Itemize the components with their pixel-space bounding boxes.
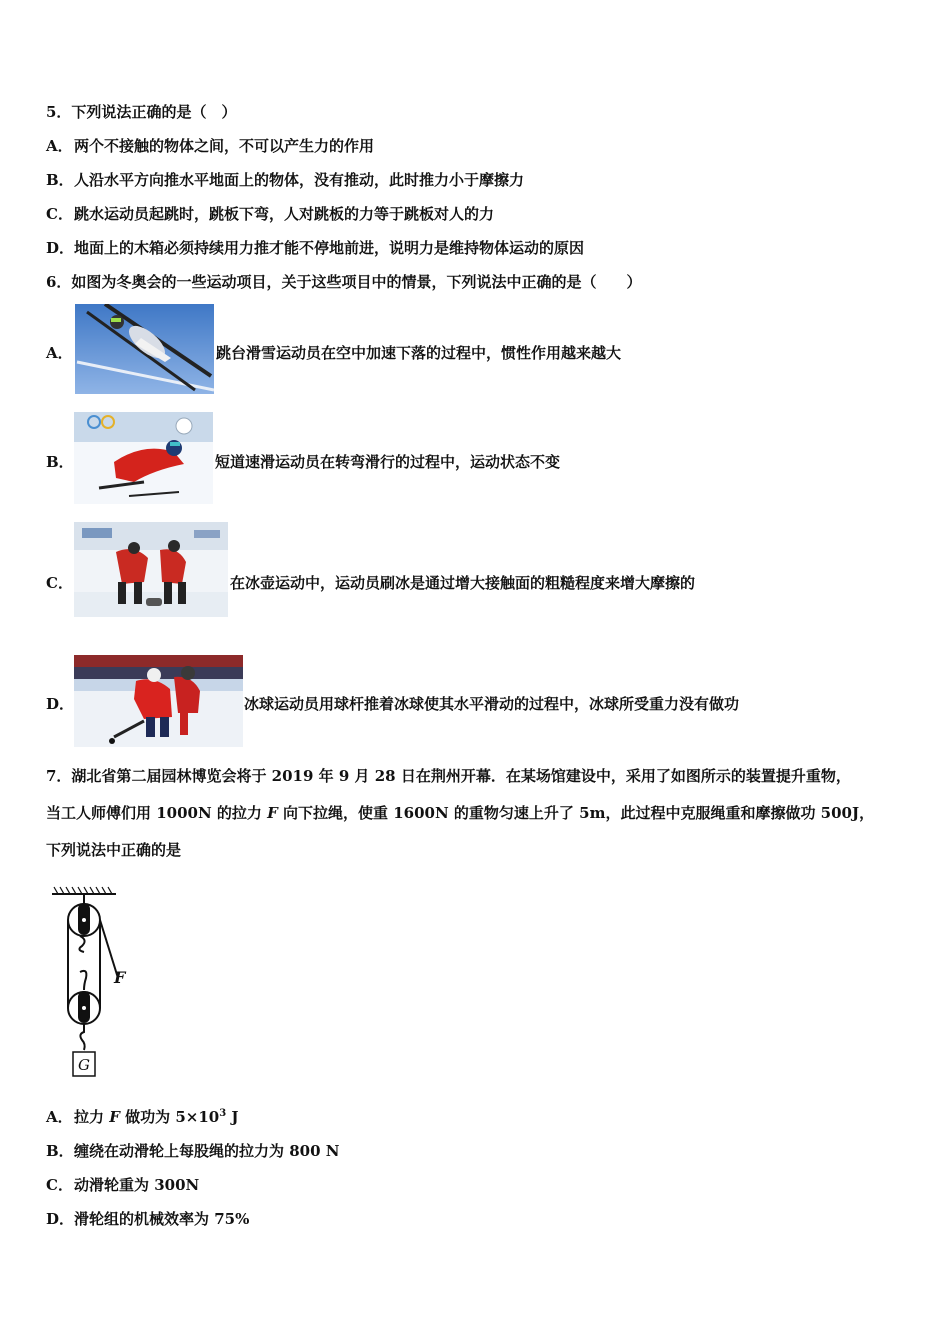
option-letter: B． [46,171,74,189]
option-letter: B． [46,1142,74,1160]
short-track-photo [74,412,213,504]
q6-option-c-text: 在冰壶运动中，运动员刷冰是通过增大接触面的粗糙程度来增大摩擦的 [230,574,696,592]
option-letter: A． [46,1108,73,1126]
option-letter: C． [46,1176,73,1194]
q6-option-c-letter: C． [46,574,73,592]
exponent: 3 [219,1108,227,1119]
q5-option-b [46,170,524,190]
q7-option-b [46,1141,339,1161]
q7-option-c [46,1175,199,1195]
q6-option-d-letter: D． [46,695,75,713]
stem-text: 向下拉绳，使重 1600N 的重物匀速上升了 5m，此过程中克服绳重和摩擦做功 500J， [277,804,875,822]
pulley-diagram [48,886,138,1082]
option-text: 跳水运动员起跳时，跳板下弯，人对跳板的力等于跳板对人的力 [74,205,495,223]
option-text: 动滑轮重为 300N [74,1176,200,1194]
stem-text: 当工人师傅们用 1000N 的拉力 [46,804,268,822]
option-letter: D． [46,239,75,257]
q5-option-c [46,204,494,224]
option-letter: A． [46,137,73,155]
q7-option-d [46,1209,249,1229]
option-text: 缠绕在动滑轮上每股绳的拉力为 800 N [74,1142,340,1160]
option-text: J [226,1108,239,1126]
option-text: 两个不接触的物体之间，不可以产生力的作用 [74,137,375,155]
q6-option-d-text: 冰球运动员用球杆推着冰球使其水平滑动的过程中，冰球所受重力没有做功 [244,695,740,713]
q6-stem: 6．如图为冬奥会的一些运动项目，关于这些项目中的情景，下列说法中正确的是（ ） [46,273,642,291]
force-label: F [114,968,126,987]
q5-option-d [46,238,584,258]
ski-jump-photo [75,304,214,394]
option-text: 做功为 5×10 [119,1108,220,1126]
q6-option-b-letter: B． [46,453,74,471]
option-letter: D． [46,1210,75,1228]
q7-stem-line2 [46,803,874,823]
q7-stem-line3: 下列说法中正确的是 [46,841,182,859]
option-text: 拉力 [74,1108,110,1126]
q6-option-a-text: 跳台滑雪运动员在空中加速下落的过程中，惯性作用越来越大 [216,344,622,362]
q7-option-a [46,1107,239,1127]
q5-stem: 5．下列说法正确的是（ ） [46,103,237,121]
option-text: 地面上的木箱必须持续用力推才能不停地前进，说明力是维持物体运动的原因 [74,239,585,257]
force-variable: F [267,804,278,822]
q6-option-b-text: 短道速滑运动员在转弯滑行的过程中，运动状态不变 [215,453,561,471]
option-text: 人沿水平方向推水平地面上的物体，没有推动，此时推力小于摩擦力 [74,171,525,189]
option-text: 滑轮组的机械效率为 75% [74,1210,250,1228]
force-variable: F [109,1108,120,1126]
option-letter: C． [46,205,73,223]
q6-option-a-letter: A． [46,344,73,362]
ice-hockey-photo [74,655,243,747]
weight-label: G [78,1056,90,1074]
q5-option-a [46,136,374,156]
curling-photo [74,522,228,617]
q7-stem-line1: 7．湖北省第二届园林博览会将于 2019 年 9 月 28 日在荆州开幕．在某场馆建设中，采用了如图所示的装置提升重物， [46,767,851,785]
